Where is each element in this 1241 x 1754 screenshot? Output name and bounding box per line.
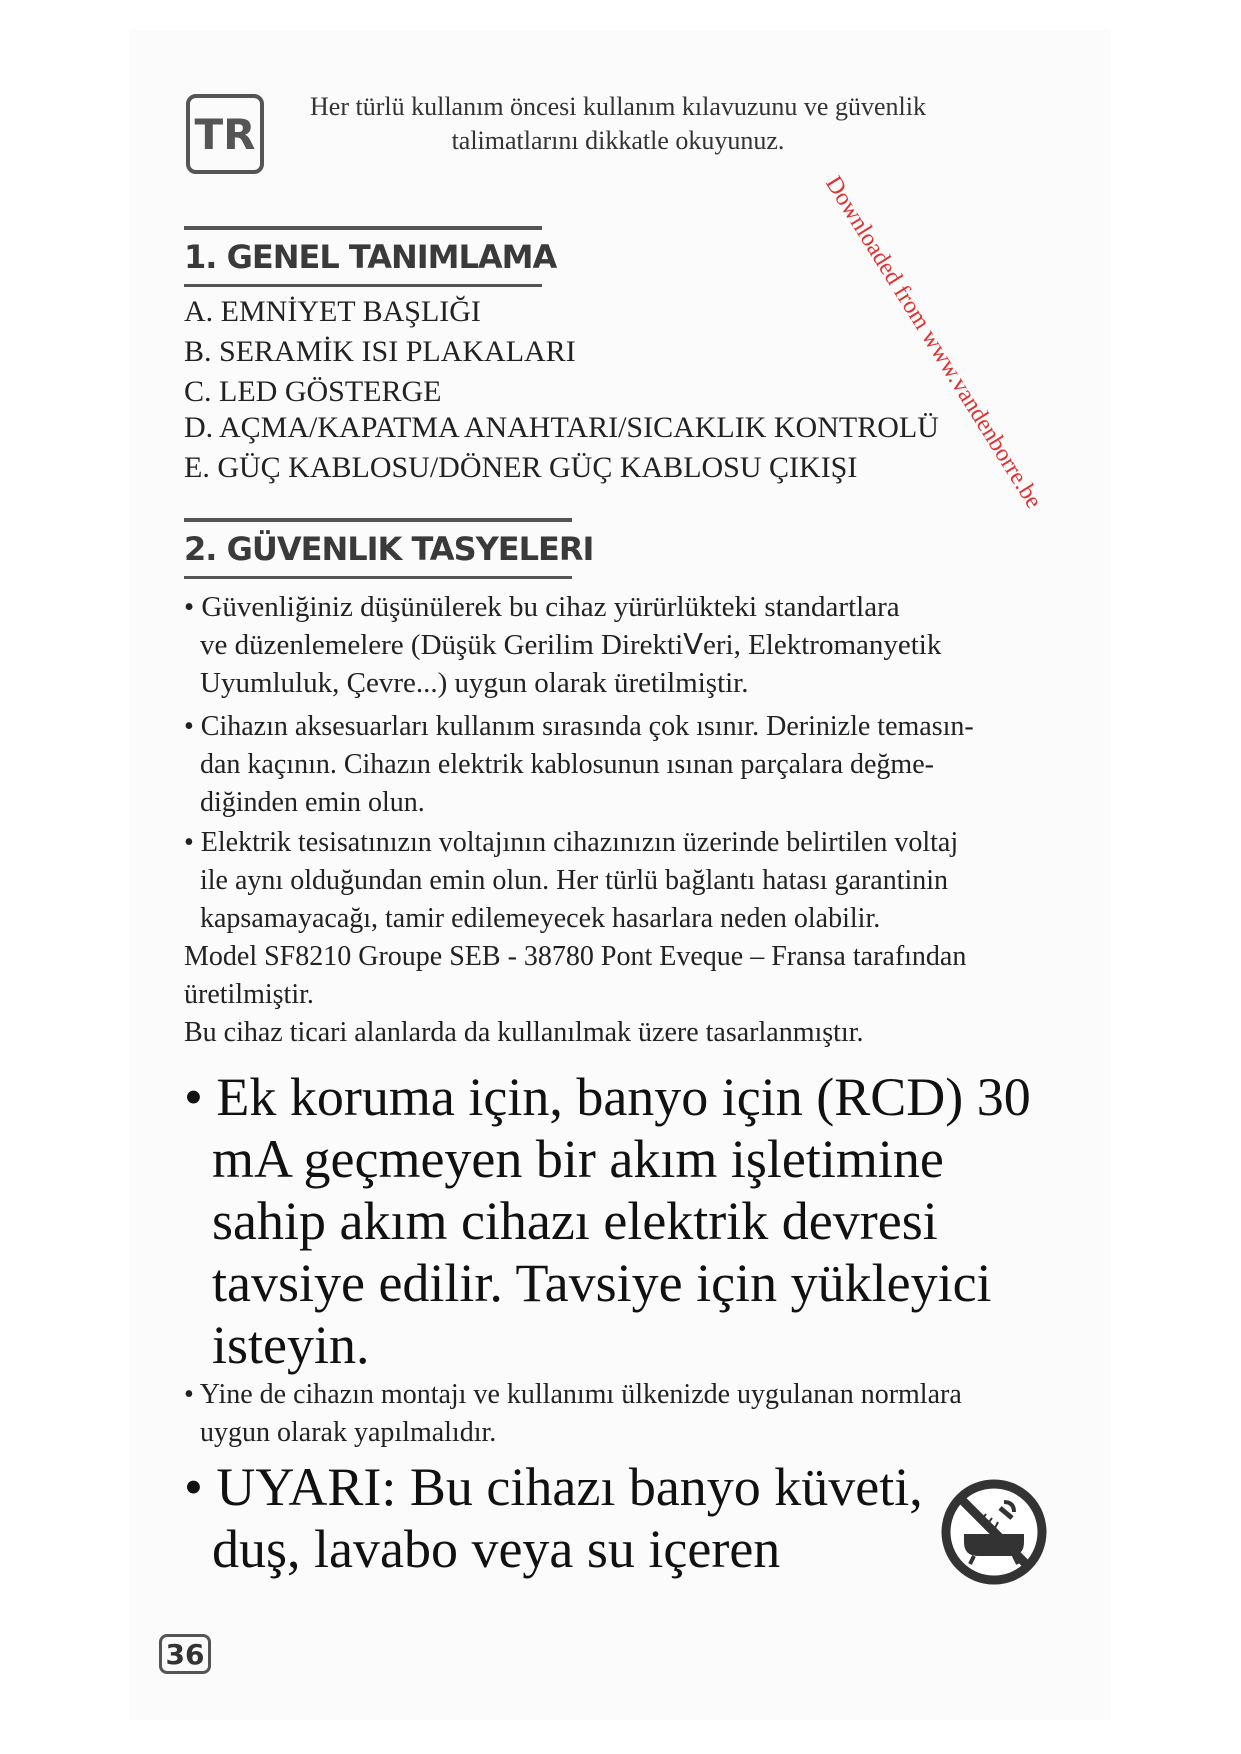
text-line: Uyumluluk, Çevre...) uygun olarak üretilmiştir.	[200, 667, 749, 699]
text-line: dan kaçının. Cihazın elektrik kablosunun ısınan parçalara değme-	[200, 749, 934, 780]
list-item: A. EMNİYET BAŞLIĞI	[184, 295, 481, 328]
text-line: • UYARI: Bu cihazı banyo küveti,	[184, 1457, 923, 1517]
rcd-recommendation	[184, 1066, 1104, 1376]
list-item: E. GÜÇ KABLOSU/DÖNER GÜÇ KABLOSU ÇIKIŞI	[184, 451, 858, 484]
language-badge: TR	[186, 94, 264, 174]
text-line: • Elektrik tesisatınızın voltajının cihazınızın üzerinde belirtilen voltaj	[184, 827, 959, 858]
list-item: C. LED GÖSTERGE	[184, 375, 442, 408]
parts-list	[184, 292, 939, 488]
text-line: • Yine de cihazın montajı ve kullanımı ülkenizde uygulanan normlara	[184, 1379, 962, 1410]
text-line: Model SF8210 Groupe SEB - 38780 Pont Eveque – Fransa tarafından	[184, 941, 967, 972]
text-line: tavsiye edilir. Tavsiye için yükleyici	[212, 1253, 992, 1313]
text-line: ile aynı olduğundan emin olun. Her türlü bağlantı hatası garantinin	[200, 865, 949, 896]
text-line: kapsamayacağı, tamir edilemeyecek hasarlara neden olabilir.	[200, 903, 881, 934]
page-number: 36	[159, 1634, 211, 1674]
manufacturer-info	[184, 938, 1064, 1052]
text-line: diğinden emin olun.	[200, 787, 425, 818]
list-item: D. AÇMA/KAPATMA ANAHTARI/SICAKLIK KONTROLÜ	[184, 411, 939, 444]
text-line: • Güvenliğiniz düşünülerek bu cihaz yürürlükteki standartlara	[184, 591, 900, 623]
header-line-2: talimatlarını dikkatle okuyunuz.	[451, 126, 785, 155]
list-item: B. SERAMİK ISI PLAKALARI	[184, 335, 576, 368]
warning-text	[184, 1456, 984, 1580]
header-instruction	[268, 90, 968, 158]
safety-bullet-4	[184, 1376, 1064, 1452]
watermark: Downloaded from www.vandenborre.be	[820, 171, 1047, 514]
text-line: isteyin.	[212, 1315, 370, 1375]
section-2-title: 2. GÜVENLIK TASYELERI	[184, 518, 572, 579]
text-line: • Cihazın aksesuarları kullanım sırasında çok ısınır. Derinizle temasın-	[184, 711, 974, 742]
section-1-title: 1. GENEL TANIMLAMA	[184, 226, 542, 287]
safety-bullet-1	[184, 588, 1064, 702]
text-line: Bu cihaz ticari alanlarda da kullanılmak üzere tasarlanmıştır.	[184, 1017, 864, 1048]
header-line-1: Her türlü kullanım öncesi kullanım kılavuzunu ve güvenlik	[310, 92, 926, 121]
text-line: üretilmiştir.	[184, 979, 314, 1010]
text-line: ve düzenlemelere (Düşük Gerilim Direktiⴸeri, Elektromanyetik	[200, 629, 942, 661]
text-line: duş, lavabo veya su içeren	[212, 1519, 781, 1579]
text-line: • Ek koruma için, banyo için (RCD) 30	[184, 1067, 1031, 1127]
safety-bullet-3	[184, 824, 1064, 938]
safety-bullet-2	[184, 708, 1064, 822]
text-line: uygun olarak yapılmalıdır.	[200, 1417, 497, 1448]
text-line: mA geçmeyen bir akım işletimine	[212, 1129, 944, 1189]
no-bathtub-icon	[940, 1478, 1048, 1586]
text-line: sahip akım cihazı elektrik devresi	[212, 1191, 938, 1251]
